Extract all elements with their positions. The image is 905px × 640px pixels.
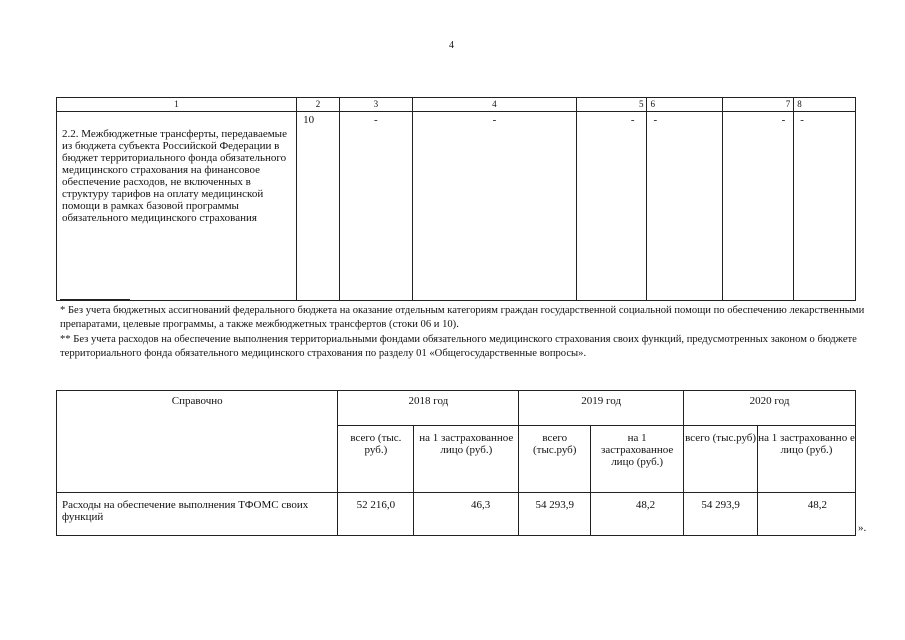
sub-header-2018-total: всего (тыс. руб.) (338, 426, 414, 493)
year-2020-header: 2020 год (684, 391, 856, 426)
column-number-header-row (57, 98, 856, 112)
value-2018-per-person: 46,3 (414, 493, 519, 536)
footnote-1: * Без учета бюджетных ассигнований федерального бюджета на оказание отдельным категориям граждан государственной социальной помощи по обеспечению лекарственными препаратами, целевые программы, а также межбюджетных трансфертов (стоки 06 и 10). (60, 305, 865, 331)
row-label: 2.2. Межбюджетные трансферты, передаваемые из бюджета субъекта Российской Федерации в бюджет территориального фонда обязательного медицинского страхования на финансовое обеспечение расходов, не включенных в структуру тарифов на оплату медицинской помощи в рамках базовой программы обязательного медицинского страхования (57, 112, 297, 301)
column-header-2: 2 (297, 98, 340, 112)
closing-quote: ». (858, 522, 867, 534)
sub-header-2020-total: всего (тыс.руб) (684, 426, 758, 493)
reference-table (56, 390, 856, 536)
value-2019-per-person: 48,2 (591, 493, 684, 536)
column-header-5: 5 (577, 98, 647, 112)
sub-header-2018-per-person: на 1 застрахованное лицо (руб.) (414, 426, 519, 493)
value-2019-total: 54 293,9 (519, 493, 591, 536)
year-header-row (57, 391, 856, 426)
cell-col-7: - (722, 112, 794, 301)
reference-title: Справочно (57, 391, 338, 493)
cell-col-5: - (577, 112, 647, 301)
cell-col-4: - (412, 112, 576, 301)
page-number: 4 (449, 40, 454, 51)
column-header-7: 7 (722, 98, 794, 112)
column-header-8: 8 (794, 98, 856, 112)
year-2018-header: 2018 год (338, 391, 519, 426)
value-2020-per-person: 48,2 (758, 493, 856, 536)
cell-col-3: - (340, 112, 413, 301)
footnote-divider (60, 299, 130, 300)
row-code: 10 (297, 112, 340, 301)
column-header-3: 3 (340, 98, 413, 112)
sub-header-2020-per-person: на 1 застрахованно е лицо (руб.) (758, 426, 856, 493)
cell-col-6: - (647, 112, 722, 301)
year-2019-header: 2019 год (519, 391, 684, 426)
column-header-6: 6 (647, 98, 722, 112)
column-header-4: 4 (412, 98, 576, 112)
footnotes (60, 304, 875, 362)
table-row (57, 493, 856, 536)
sub-header-2019-per-person: на 1 застрахованное лицо (руб.) (591, 426, 684, 493)
sub-header-2019-total: всего (тыс.руб) (519, 426, 591, 493)
cell-col-8: - (794, 112, 856, 301)
budget-transfers-table (56, 97, 856, 301)
table-row (57, 112, 856, 301)
reference-row-label: Расходы на обеспечение выполнения ТФОМС своих функций (57, 493, 338, 536)
column-header-1: 1 (57, 98, 297, 112)
footnote-2: ** Без учета расходов на обеспечение выполнения территориальными фондами обязательного медицинского страхования своих функций, предусмотренных законом о бюджете территориального фонда обязательного медицинского страхования по разделу 01 «Общегосударственные вопросы». (60, 333, 857, 360)
value-2020-total: 54 293,9 (684, 493, 758, 536)
value-2018-total: 52 216,0 (338, 493, 414, 536)
